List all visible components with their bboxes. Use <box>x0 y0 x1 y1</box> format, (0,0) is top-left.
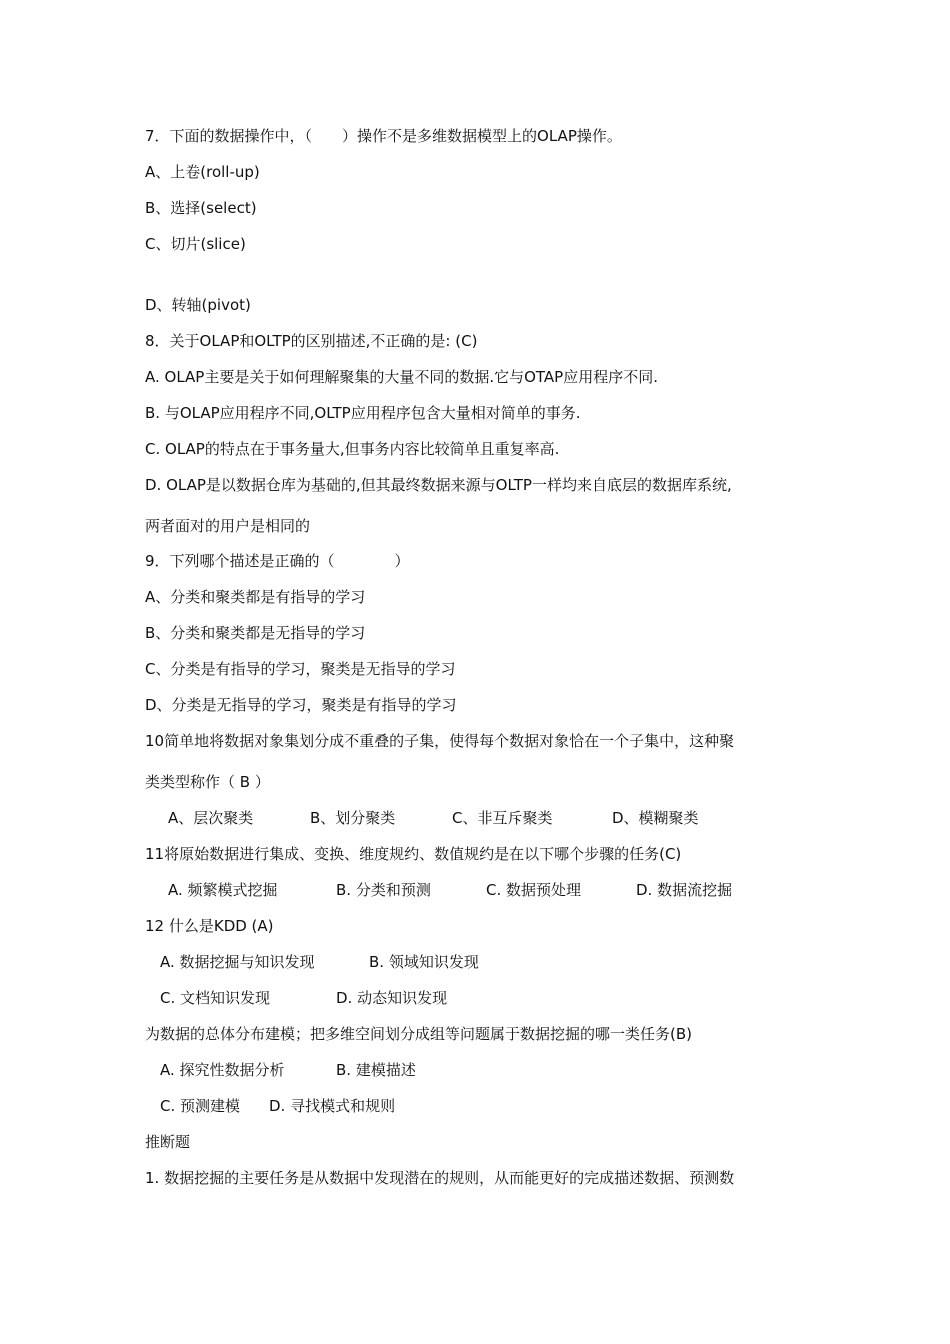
q9-option-b: B、分类和聚类都是无指导的学习 <box>145 624 366 642</box>
q12-option-a: A. 数据挖掘与知识发现 <box>160 953 315 971</box>
q7-option-a: A、上卷(roll-up) <box>145 163 260 181</box>
q12-options-row1 <box>160 952 479 972</box>
q13-options-row2 <box>160 1096 395 1116</box>
q9-option-a: A、分类和聚类都是有指导的学习 <box>145 588 366 606</box>
q8-stem: 8．关于OLAP和OLTP的区别描述,不正确的是: (C) <box>145 332 478 350</box>
q8-option-a: A. OLAP主要是关于如何理解聚集的大量不同的数据.它与OTAP应用程序不同. <box>145 368 658 386</box>
q7-stem: 7．下面的数据操作中，（ ）操作不是多维数据模型上的OLAP操作。 <box>145 127 622 145</box>
q10-option-b: B、划分聚类 <box>310 809 396 827</box>
q11-option-d: D. 数据流挖掘 <box>636 881 733 899</box>
q7-option-c: C、切片(slice) <box>145 235 246 253</box>
q13-stem: 为数据的总体分布建模；把多维空间划分成组等问题属于数据挖掘的哪一类任务(B) <box>145 1025 692 1043</box>
q11-options <box>168 880 732 900</box>
q12-options-row2 <box>160 988 447 1008</box>
section-title: 推断题 <box>145 1133 191 1151</box>
q11-option-b: B. 分类和预测 <box>336 881 431 899</box>
q10-options <box>168 808 699 828</box>
q13-options-row1 <box>160 1060 416 1080</box>
q10-stem: 10简单地将数据对象集划分成不重叠的子集，使得每个数据对象恰在一个子集中，这种聚 <box>145 732 735 750</box>
q13-option-a: A. 探究性数据分析 <box>160 1061 285 1079</box>
q11-option-c: C. 数据预处理 <box>486 881 582 899</box>
judge-question-1: 1. 数据挖掘的主要任务是从数据中发现潜在的规则，从而能更好的完成描述数据、预测数 <box>145 1169 735 1187</box>
q8-option-d: D. OLAP是以数据仓库为基础的,但其最终数据来源与OLTP一样均来自底层的数据库系统, <box>145 476 732 494</box>
q13-option-b: B. 建模描述 <box>336 1061 416 1079</box>
q9-option-c: C、分类是有指导的学习，聚类是无指导的学习 <box>145 660 456 678</box>
q13-option-d: D. 寻找模式和规则 <box>269 1097 396 1115</box>
q11-option-a: A. 频繁模式挖掘 <box>168 881 278 899</box>
q12-option-d: D. 动态知识发现 <box>336 989 448 1007</box>
q9-option-d: D、分类是无指导的学习，聚类是有指导的学习 <box>145 696 457 714</box>
q10-option-c: C、非互斥聚类 <box>452 809 553 827</box>
q13-option-c: C. 预测建模 <box>160 1097 241 1115</box>
q7-option-b: B、选择(select) <box>145 199 257 217</box>
q12-option-c: C. 文档知识发现 <box>160 989 271 1007</box>
q10-option-a: A、层次聚类 <box>168 809 254 827</box>
q7-option-d: D、转轴(pivot) <box>145 296 251 314</box>
q8-option-d-cont: 两者面对的用户是相同的 <box>145 517 311 535</box>
q9-stem: 9．下列哪个描述是正确的（ ） <box>145 552 410 570</box>
q8-option-b: B. 与OLAP应用程序不同,OLTP应用程序包含大量相对简单的事务. <box>145 404 581 422</box>
q12-option-b: B. 领域知识发现 <box>369 953 479 971</box>
q10-stem-cont: 类类型称作（ B ） <box>145 773 270 791</box>
q11-stem: 11将原始数据进行集成、变换、维度规约、数值规约是在以下哪个步骤的任务(C) <box>145 845 682 863</box>
q12-stem: 12 什么是KDD (A) <box>145 917 274 935</box>
q8-option-c: C. OLAP的特点在于事务量大,但事务内容比较简单且重复率高. <box>145 440 560 458</box>
q10-option-d: D、模糊聚类 <box>612 809 699 827</box>
